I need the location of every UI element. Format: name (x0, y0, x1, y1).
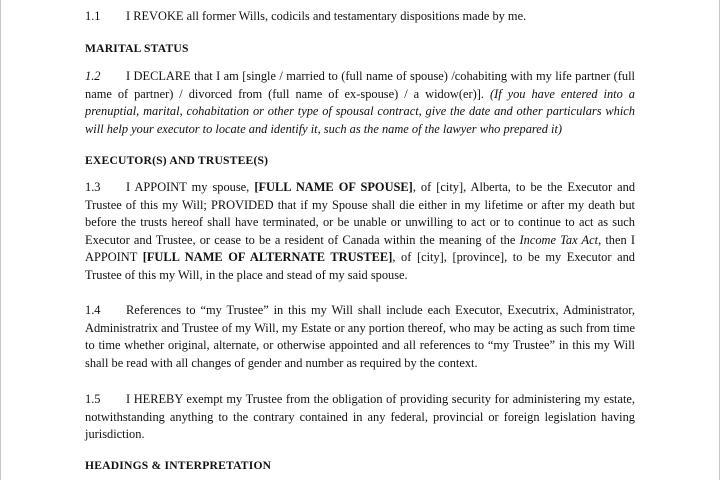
clause-number: 1.4 (85, 303, 101, 317)
clause-1-5 (85, 391, 635, 444)
clause-number: 1.3 (85, 180, 101, 194)
clause-text: I HEREBY exempt my Trustee from the obligation of providing security for administering my estate, notwithstanding anything to the contrary contained in any federal, provincial or foreign legislation having jurisdiction. (85, 392, 635, 442)
clause-number: 1.1 (85, 9, 101, 23)
clause-note: (If you have entered into a prenuptial, marital, cohabitation or other type of spousal contract, give the date and other particulars which will help your executor to locate and identify it, such as the name of the lawyer who prepared it) (85, 86, 635, 136)
clause-text: , then I APPOINT (85, 232, 635, 265)
heading-executors-trustees: EXECUTOR(S) AND TRUSTEE(S) (85, 154, 269, 167)
alternate-trustee-placeholder: [FULL NAME OF ALTERNATE TRUSTEE] (142, 250, 393, 265)
clause-text: I APPOINT my spouse, (126, 180, 255, 194)
clause-number: 1.5 (85, 392, 101, 406)
spouse-name-placeholder: [FULL NAME OF SPOUSE] (254, 180, 413, 194)
clause-1-1 (85, 8, 635, 26)
clause-1-3 (85, 179, 635, 285)
heading-headings-interpretation: HEADINGS & INTERPRETATION (85, 459, 272, 472)
clause-1-4 (85, 302, 635, 372)
clause-text: , of [city], Alberta, to be the Executor and Trustee of this my Will; PROVIDED that if my Spouse shall die either in my lifetime or after my death but before the trusts hereof shall have terminated, or be unable or unwilling to act or to continue to act as such Executor and Trustee, or cease to be a resident of Canada within the meaning of the (85, 180, 636, 247)
clause-text: , of [city], [province], to be my Executor and Trustee of this my Will, in the place and stead of my said spouse. (85, 250, 635, 282)
clause-text: I REVOKE all former Wills, codicils and testamentary dispositions made by me. (126, 9, 527, 23)
heading-marital-status: MARITAL STATUS (85, 42, 189, 55)
clause-text: I DECLARE that I am [single / married to (full name of spouse) /cohabiting with my life partner (full name of partner) / divorced from (full name of ex-spouse) / a widow(er)]. (85, 69, 635, 101)
clause-number: 1.2 (85, 69, 101, 83)
act-name: Income Tax Act (519, 232, 599, 247)
clause-1-2 (85, 68, 635, 138)
clause-text: References to “my Trustee” in this my Will shall include each Executor, Executrix, Administrator, Administratrix and Trustee of my Will, my Estate or any portion thereof, who may be acting as such from time to time whether original, alternate, or otherwise appointed and all references to “my Trustee” in this my Will shall be read with all changes of gender and number as required by the context. (85, 303, 635, 370)
